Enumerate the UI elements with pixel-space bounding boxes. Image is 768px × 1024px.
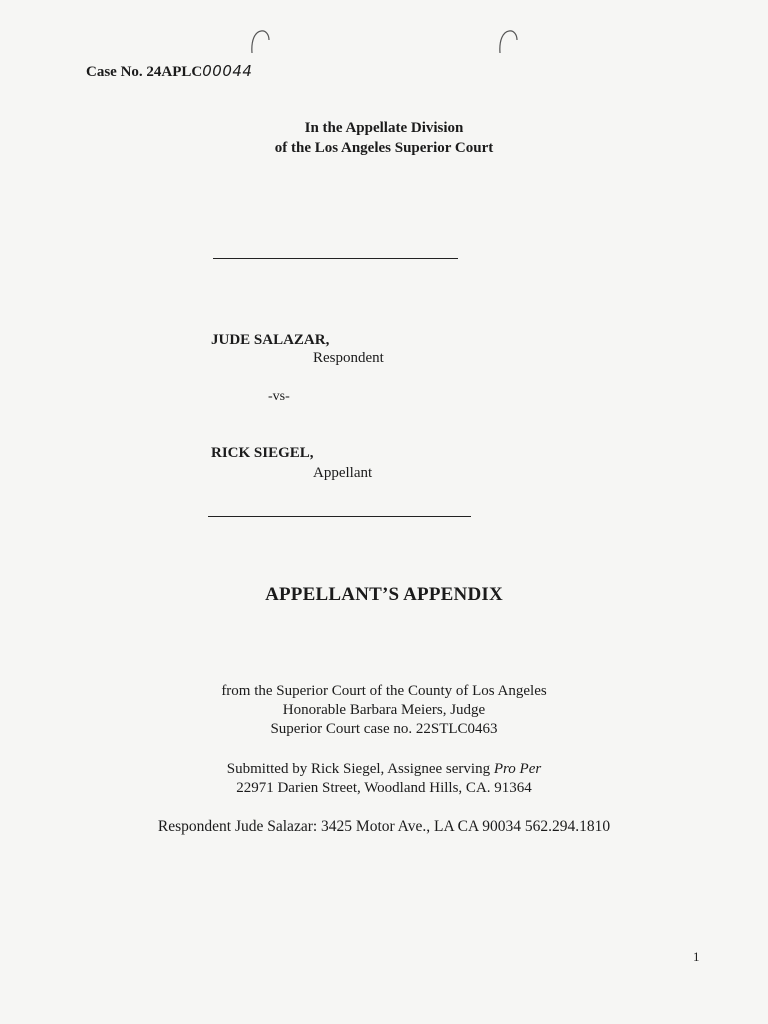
source-court-block [0,682,768,739]
case-number-printed: Case No. 24APLC [86,64,203,80]
punch-hole-left-icon [249,28,271,54]
punch-hole-right-icon [497,28,519,54]
court-heading [0,118,768,158]
respondent-name: JUDE SALAZAR, [211,332,330,348]
respondent-role: Respondent [313,350,384,366]
respondent-contact: Respondent Jude Salazar: 3425 Motor Ave., LA CA 90034 562.294.1810 [157,818,611,835]
divider-bottom [208,516,471,517]
source-line-1: from the Superior Court of the County of Los Angeles [221,683,547,699]
court-line-1: In the Appellate Division [304,120,464,136]
appellant-role: Appellant [313,465,373,481]
document-title: APPELLANT’S APPENDIX [265,584,503,605]
page-number: 1 [693,949,700,964]
submission-address: 22971 Darien Street, Woodland Hills, CA. 91364 [236,780,532,796]
source-line-2: Honorable Barbara Meiers, Judge [282,702,486,718]
submission-prefix: Submitted by Rick Siegel, Assignee serving [226,761,494,777]
court-line-2: of the Los Angeles Superior Court [274,140,494,156]
case-number-handwritten: 00044 [202,62,253,80]
pro-per-label: Pro Per [493,761,542,777]
divider-top [213,258,458,259]
submission-line [0,760,768,779]
versus-label: -vs- [268,389,290,404]
source-line-3: Superior Court case no. 22STLC0463 [270,721,498,737]
submission-block [0,760,768,798]
case-number [86,62,252,81]
appellant-name: RICK SIEGEL, [211,445,314,461]
